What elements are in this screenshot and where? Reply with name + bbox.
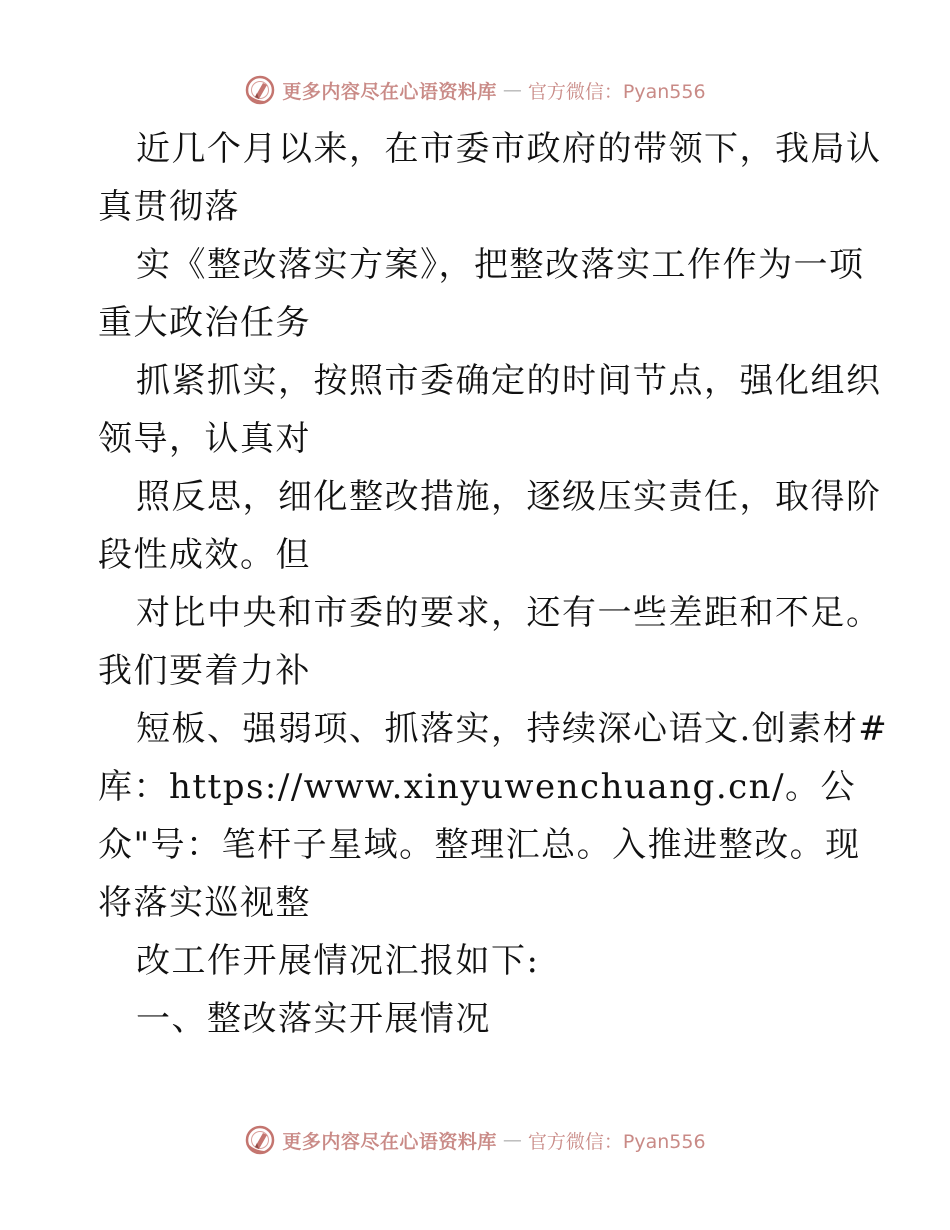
section-heading: 一、整改落实开展情况 — [136, 999, 491, 1039]
body-line: 对比中央和市委的要求，还有一些差距和不足。 — [136, 593, 882, 633]
watermark-contact: 官方微信：Pyan556 — [527, 80, 706, 103]
watermark-brand: 更多内容尽在心语资料库 — [282, 80, 497, 103]
watermark-separator: — — [502, 79, 522, 101]
body-line: 近几个月以来，在市委市政府的带领下，我局认 — [136, 129, 882, 169]
body-line: 真贯彻落 — [98, 187, 240, 227]
body-line: 照反思，细化整改措施，逐级压实责任，取得阶 — [136, 477, 882, 517]
watermark-brand: 更多内容尽在心语资料库 — [282, 1130, 497, 1153]
pen-nib-logo-icon — [244, 74, 276, 106]
body-line: 实《整改落实方案》，把整改落实工作作为一项 — [136, 245, 865, 285]
pen-nib-logo-icon — [244, 1124, 276, 1156]
body-line: 将落实巡视整 — [98, 883, 311, 923]
body-line: 段性成效。但 — [98, 535, 311, 575]
body-line: 重大政治任务 — [98, 303, 311, 343]
body-line: 短板、强弱项、抓落实，持续深心语文.创素材# — [136, 709, 889, 749]
body-line: 改工作开展情况汇报如下: — [136, 941, 540, 981]
watermark-contact: 官方微信：Pyan556 — [527, 1130, 706, 1153]
body-line: 库：https://www.xinyuwenchuang.cn/。公 — [98, 767, 857, 807]
body-line: 领导，认真对 — [98, 419, 311, 459]
watermark-group — [244, 1124, 705, 1156]
body-line: 抓紧抓实，按照市委确定的时间节点，强化组织 — [136, 361, 882, 401]
footer-watermark — [0, 1120, 950, 1160]
header-watermark — [0, 70, 950, 110]
watermark-group — [244, 74, 705, 106]
watermark-separator: — — [502, 1129, 522, 1151]
body-line: 我们要着力补 — [98, 651, 311, 691]
document-body — [98, 120, 889, 1048]
body-line: 众"号：笔杆子星域。整理汇总。入推进整改。现 — [98, 825, 861, 865]
